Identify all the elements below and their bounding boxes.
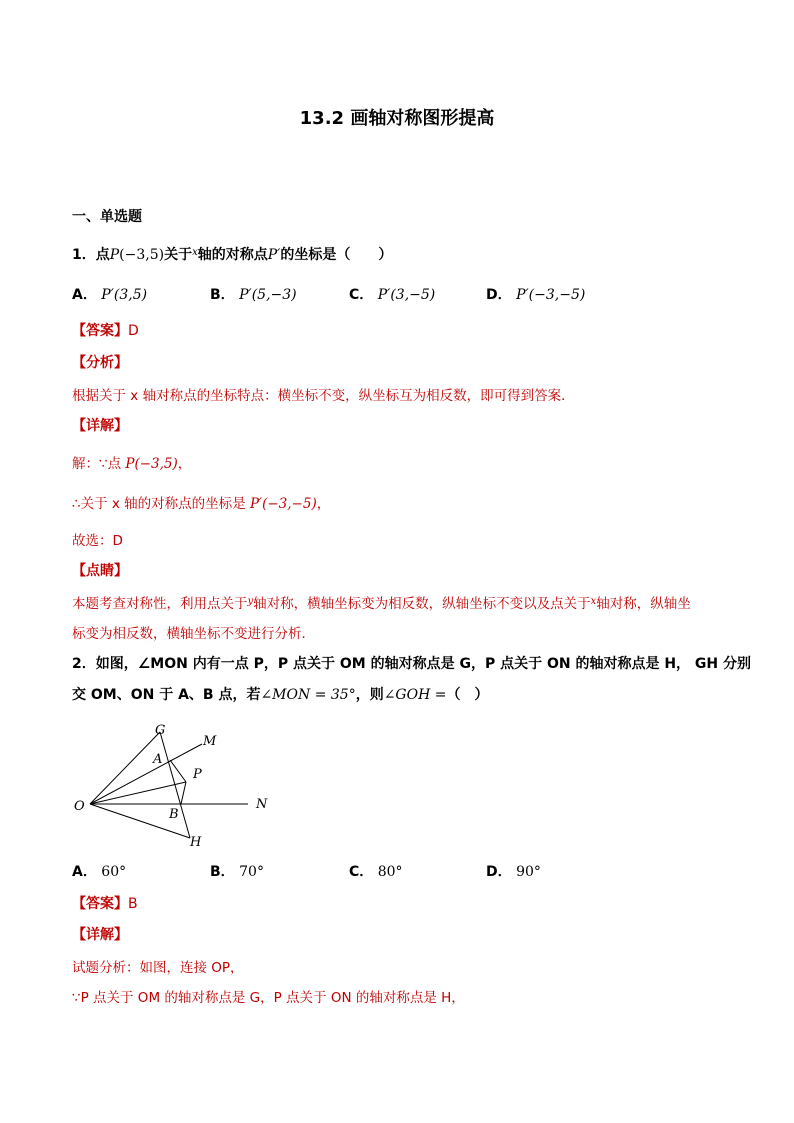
label-m: M (203, 734, 217, 749)
detail-tag: 【详解】 (72, 418, 128, 434)
segment-op (90, 782, 186, 804)
option-d[interactable]: D． P′(−3,−5) (486, 287, 586, 303)
option-d[interactable]: D． 90° (486, 864, 541, 880)
comment-line-1: 本题考查对称性，利用点关于$^y$轴对称，横轴坐标变为相反数，纵轴坐标不变以及点关于$^x$轴对称，纵轴坐 (72, 596, 691, 612)
question-number: 1． (72, 247, 96, 263)
detail-line-2: ∴关于 x 轴的对称点的坐标是 P′(−3,−5)， (72, 496, 331, 512)
detail-line-1: 试题分析：如图，连接 OP， (72, 960, 244, 976)
label-g: G (155, 723, 166, 738)
question-2-stem-line-2: 交 OM、ON 于 A、B 点，若∠MON = 35°，则∠GOH =（ ） (72, 687, 489, 703)
answer-value: B (128, 896, 138, 912)
option-c[interactable]: C． 80° (349, 864, 403, 880)
label-b: B (169, 807, 179, 822)
option-c[interactable]: C． P′(3,−5) (349, 287, 436, 303)
analysis-text: 根据关于 x 轴对称点的坐标特点：横坐标不变，纵坐标互为相反数，即可得到答案． (72, 388, 575, 404)
analysis-tag: 【分析】 (72, 355, 128, 371)
detail-tag: 【详解】 (72, 927, 128, 943)
page-title: 13.2 画轴对称图形提高 (299, 108, 495, 129)
label-o: O (74, 799, 85, 814)
segment-pb (181, 782, 186, 804)
option-b[interactable]: B． 70° (210, 864, 264, 880)
segment-ap (170, 760, 186, 782)
label-a: A (153, 752, 163, 767)
answer-value: D (128, 323, 139, 339)
question-1-stem: 1．点P(−3,5)关于$^x$轴的对称点P′的坐标是（ ） (72, 247, 393, 263)
label-p: P (193, 767, 202, 782)
answer-line: 【答案】D (72, 323, 139, 339)
ray-om (90, 744, 202, 804)
segment-og (90, 732, 163, 804)
detail-line-3: 故选：D (72, 533, 123, 549)
label-n: N (256, 797, 268, 812)
detail-line-1: 解：∵点 P(−3,5)， (72, 456, 192, 472)
comment-line-2: 标变为相反数，横轴坐标不变进行分析． (72, 626, 315, 642)
answer-line: 【答案】B (72, 896, 138, 912)
label-h: H (190, 835, 202, 850)
section-heading: 一、单选题 (72, 209, 142, 225)
geometry-figure (70, 718, 280, 853)
option-a[interactable]: A． 60° (72, 864, 127, 880)
question-number: 2． (72, 656, 96, 672)
option-a[interactable]: A． P′(3,5) (72, 287, 148, 303)
question-2-stem-line-1: 2．如图，∠MON 内有一点 P，P 点关于 OM 的轴对称点是 G，P 点关于 ON 的轴对称点是 H， GH 分别 (72, 656, 751, 672)
comment-tag: 【点睛】 (72, 563, 128, 579)
detail-line-2: ∵P 点关于 OM 的轴对称点是 G，P 点关于 ON 的轴对称点是 H， (72, 990, 465, 1006)
option-b[interactable]: B． P′(5,−3) (210, 287, 297, 303)
